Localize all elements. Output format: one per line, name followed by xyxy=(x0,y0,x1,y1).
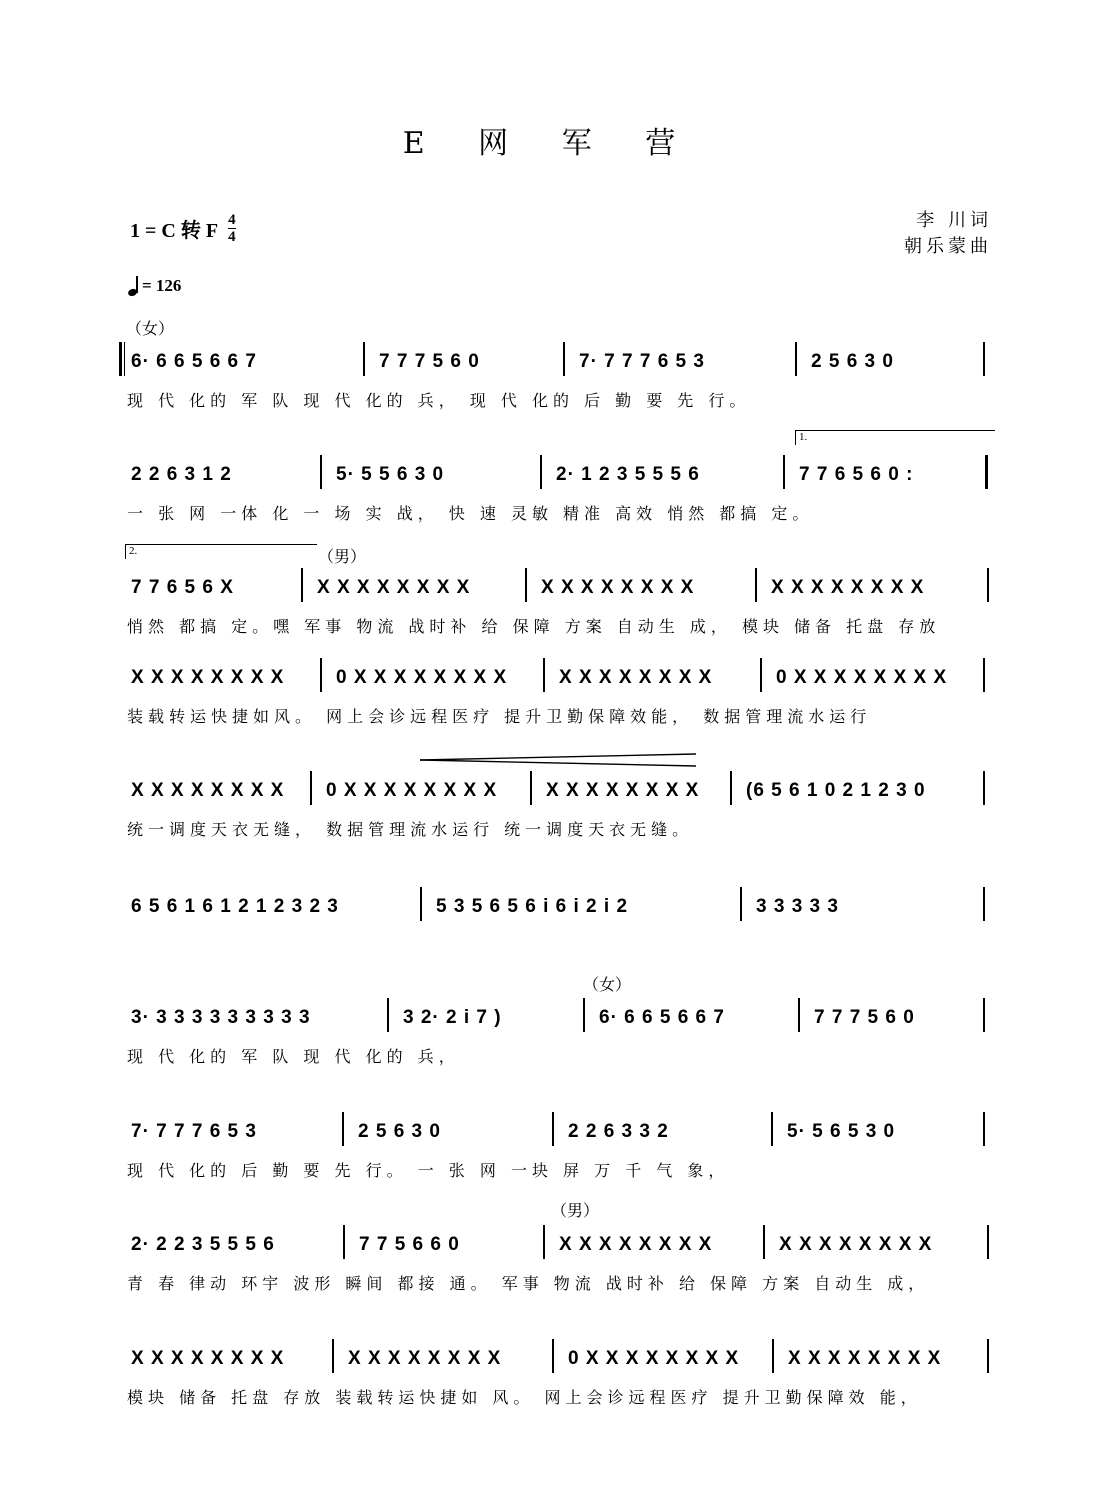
barline xyxy=(543,658,545,692)
measure: X X X X X X X X xyxy=(541,577,695,598)
barline xyxy=(563,342,565,376)
barline xyxy=(530,771,532,805)
measure: 5· 5 5 6 3 0 xyxy=(336,464,445,485)
measure: X X X X X X X X xyxy=(348,1348,502,1369)
barline xyxy=(342,1112,344,1146)
barline xyxy=(301,568,303,602)
lyrics-line: 现 代 化的 军 队 现 代 化的 兵， xyxy=(127,1047,460,1066)
barline xyxy=(310,771,312,805)
barline xyxy=(740,887,742,921)
time-signature-top: 4 xyxy=(228,212,236,228)
barline xyxy=(760,658,762,692)
lyrics-line: 一 张 网 一体 化 一 场 实 战， 快 速 灵敏 精准 高效 悄然 都搞 定。 xyxy=(127,504,814,523)
barline xyxy=(583,998,585,1032)
measure: 2 2 6 3 3 2 xyxy=(568,1121,669,1142)
barline xyxy=(420,887,422,921)
measure: 7 7 5 6 6 0 xyxy=(359,1234,460,1255)
lyrics-line: 现 代 化的 军 队 现 代 化的 兵， 现 代 化的 后 勤 要 先 行。 xyxy=(127,391,751,410)
barline xyxy=(983,658,985,692)
barline xyxy=(795,342,797,376)
notation-line xyxy=(125,777,997,805)
measure: X X X X X X X X xyxy=(788,1348,942,1369)
notation-line xyxy=(125,893,997,921)
measure: 7 7 7 5 6 0 xyxy=(814,1007,915,1028)
measure: 2 2 6 3 1 2 xyxy=(131,464,232,485)
measure: 7· 7 7 7 6 5 3 xyxy=(131,1121,257,1142)
measure: 7 7 7 5 6 0 xyxy=(379,351,480,372)
quarter-note-icon xyxy=(128,276,138,296)
barline xyxy=(730,771,732,805)
barline xyxy=(320,658,322,692)
measure: 5 3 5 6 5 6 i 6 i 2 i 2 xyxy=(436,896,629,917)
measure: X X X X X X X X xyxy=(131,667,285,688)
second-ending: 2. xyxy=(125,544,317,559)
barline xyxy=(552,1339,554,1373)
measure: 2 5 6 3 0 xyxy=(358,1121,441,1142)
measure: X X X X X X X X xyxy=(131,780,285,801)
measure: X X X X X X X X xyxy=(559,667,713,688)
measure: 6· 6 6 5 6 6 7 xyxy=(599,1007,725,1028)
song-title: E 网 军 营 xyxy=(402,126,698,161)
notation-line xyxy=(125,664,997,692)
key-text: 1 = C 转 F xyxy=(130,220,219,242)
tempo-value: = 126 xyxy=(142,276,182,295)
part-label-female: （女） xyxy=(583,975,632,994)
barline xyxy=(387,998,389,1032)
notation-line xyxy=(125,1118,997,1146)
measure: 7 7 6 5 6 X xyxy=(131,577,234,598)
notation-line xyxy=(125,1231,997,1259)
part-label-female: （女） xyxy=(126,319,175,338)
measure: (6 5 6 1 0 2 1 2 3 0 xyxy=(746,780,926,801)
notation-line xyxy=(125,1004,997,1032)
tempo-marking xyxy=(128,276,181,296)
lyrics-line: 现 代 化的 后 勤 要 先 行。 一 张 网 一块 屏 万 千 气 象， xyxy=(127,1161,730,1180)
notation-line xyxy=(125,348,997,376)
barline xyxy=(983,771,985,805)
lyrics-line: 青 春 律动 环宇 波形 瞬间 都接 通。 军事 物流 战时补 给 保障 方案 自动生 成， xyxy=(127,1274,930,1293)
measure: 3 2· 2 i 7 ) xyxy=(403,1007,502,1028)
key-signature xyxy=(130,212,236,245)
barline xyxy=(783,455,785,489)
barline xyxy=(987,1339,989,1373)
barline xyxy=(983,1112,985,1146)
barline xyxy=(332,1339,334,1373)
measure: 7 7 6 5 6 0 : xyxy=(799,464,914,485)
measure: 2 5 6 3 0 xyxy=(811,351,894,372)
repeat-start-barline xyxy=(119,342,133,376)
measure: 0 X X X X X X X X xyxy=(568,1348,740,1369)
measure: X X X X X X X X xyxy=(131,1348,285,1369)
measure: 6 5 6 1 6 1 2 1 2 3 2 3 xyxy=(131,896,339,917)
barline xyxy=(320,455,322,489)
barline xyxy=(763,1225,765,1259)
barline xyxy=(343,1225,345,1259)
measure: 0 X X X X X X X X xyxy=(326,780,498,801)
lyrics-line: 统一调度天衣无缝， 数据管理流水运行 统一调度天衣无缝。 xyxy=(127,820,694,839)
barline xyxy=(798,998,800,1032)
time-signature xyxy=(228,212,236,245)
measure: 2· 2 2 3 5 5 5 6 xyxy=(131,1234,275,1255)
notation-line xyxy=(125,1345,997,1373)
barline xyxy=(363,342,365,376)
credits xyxy=(904,208,992,260)
barline xyxy=(983,887,985,921)
barline xyxy=(772,1339,774,1373)
barline xyxy=(552,1112,554,1146)
barline xyxy=(543,1225,545,1259)
barline xyxy=(755,568,757,602)
barline xyxy=(985,455,988,489)
part-label-male: （男） xyxy=(551,1201,600,1220)
measure: 0 X X X X X X X X xyxy=(776,667,948,688)
measure: X X X X X X X X xyxy=(559,1234,713,1255)
barline xyxy=(987,568,989,602)
measure: 5· 5 6 5 3 0 xyxy=(787,1121,896,1142)
measure: 0 X X X X X X X X xyxy=(336,667,508,688)
barline xyxy=(983,998,985,1032)
measure: X X X X X X X X xyxy=(546,780,700,801)
lyricist: 李 川词 xyxy=(916,210,992,231)
measure: 6· 6 6 5 6 6 7 xyxy=(131,351,257,372)
composer: 朝乐蒙曲 xyxy=(904,236,992,257)
measure: X X X X X X X X xyxy=(317,577,471,598)
measure: 2· 1 2 3 5 5 5 6 xyxy=(556,464,700,485)
measure: 3 3 3 3 3 xyxy=(756,896,839,917)
measure: 7· 7 7 7 6 5 3 xyxy=(579,351,705,372)
barline xyxy=(540,455,542,489)
barline xyxy=(525,568,527,602)
measure: X X X X X X X X xyxy=(779,1234,933,1255)
barline xyxy=(771,1112,773,1146)
notation-line xyxy=(125,574,997,602)
measure: X X X X X X X X xyxy=(771,577,925,598)
measure: 3· 3 3 3 3 3 3 3 3 3 xyxy=(131,1007,311,1028)
lyrics-line: 装载转运快捷如风。 网上会诊远程医疗 提升卫勤保障效能， 数据管理流水运行 xyxy=(127,707,872,726)
lyrics-line: 模块 储备 托盘 存放 装载转运快捷如 风。 网上会诊远程医疗 提升卫勤保障效 能， xyxy=(127,1388,922,1407)
barline xyxy=(983,342,985,376)
notation-line xyxy=(125,461,997,489)
part-label-male: （男） xyxy=(318,547,367,566)
time-signature-bottom: 4 xyxy=(228,229,236,245)
first-ending: 1. xyxy=(795,430,995,445)
lyrics-line: 悄然 都搞 定。嘿 军事 物流 战时补 给 保障 方案 自动生 成， 模块 储备 托盘 存放 xyxy=(127,617,941,636)
crescendo-hairpin xyxy=(420,752,700,768)
barline xyxy=(987,1225,989,1259)
